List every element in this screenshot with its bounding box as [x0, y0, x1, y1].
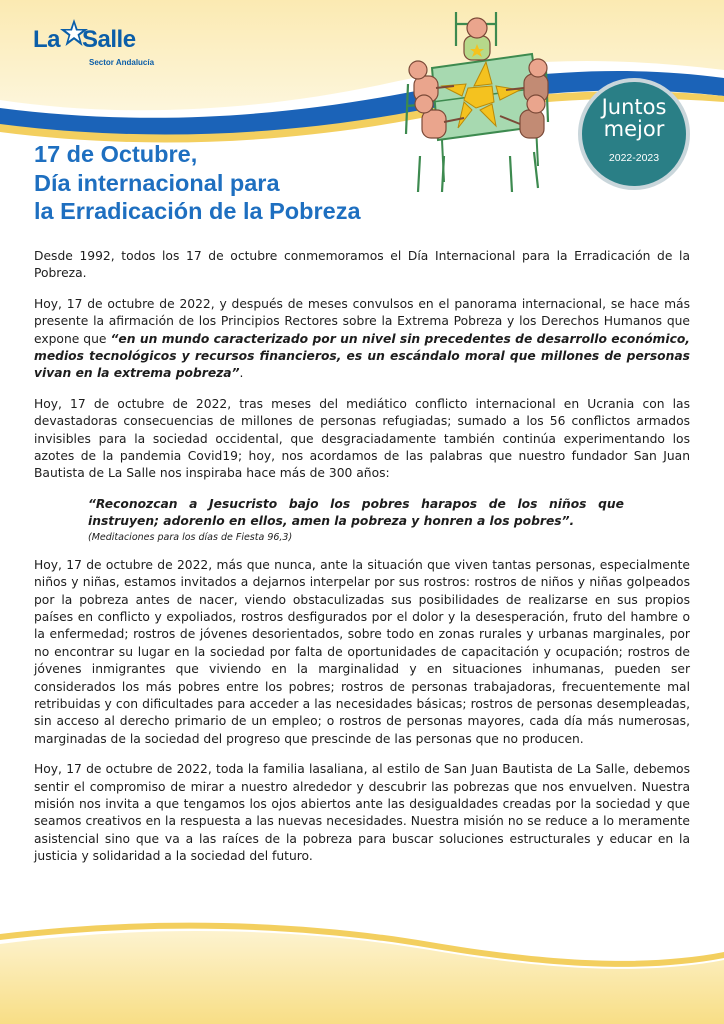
document-body — [34, 248, 690, 879]
juntos-mejor-badge — [578, 78, 690, 190]
children-table-illustration — [392, 6, 562, 196]
badge-line1: Juntos — [601, 95, 667, 119]
footer-wave-decoration — [0, 914, 724, 1024]
title-line2: Día internacional para — [34, 169, 280, 196]
paragraph-2-end: . — [239, 366, 244, 381]
logo-brand-right: Salle — [82, 26, 136, 53]
badge-year: 2022-2023 — [608, 152, 660, 164]
quote-text: “Reconozcan a Jesucristo bajo los pobres harapos de los niños que instruyen; adorenlo en ellos, amen la pobreza y honren a los pobres”. — [88, 496, 624, 529]
star-icon — [59, 18, 89, 48]
quote-source: (Meditaciones para los días de Fiesta 96,3) — [88, 531, 293, 543]
title-line1: 17 de Octubre, — [34, 141, 198, 167]
paragraph-2-quote: “en un mundo caracterizado por un nivel sin precedentes de desarrollo económico, medios tecnológicos y recursos financieros, es un escándalo moral que millones de personas vivan en la extrema pobreza” — [34, 331, 690, 381]
paragraph-4: Hoy, 17 de octubre de 2022, más que nunca, ante la situación que viven tantas personas, especialmente niños y niñas, estamos invitados a dejarnos interpelar por sus rostros: rostros de niños y niñas golpeados por la pobreza antes de nacer, viendo obstaculizadas sus posibilidades de realizarse en sus propios países en conflicto y expoliados, rostros desfigurados por el dolor y la desesperación, fruto del hambre o la enfermedad; rostros de jóvenes desorientados, sobre todo en zonas rurales y urbanas marginales, por no encontrar su lugar en la sociedad por falta de oportunidades de capacitación y ocupación; rostros de jóvenes inmigrantes que viviendo en la marginalidad y en situaciones inhumanas, pueden ser considerados los más pobres entre los pobres; rostros de personas trabajadoras, frecuentemente mal retribuidas y con dificultades para acceder a las necesidades básicas; rostros de personas desempleadas, sin acceso al derecho primario de un empleo; o rostros de personas mayores, cada día más numerosas, marginadas de la sociedad del progreso que prescinde de las personas que no producen. — [34, 557, 690, 746]
page-title — [34, 140, 361, 226]
logo-brand-left: La — [33, 26, 61, 53]
la-salle-logo — [33, 14, 155, 72]
title-line3: la Erradicación de la Pobreza — [34, 198, 361, 224]
logo-subtitle: Sector Andalucía — [89, 58, 155, 67]
paragraph-2 — [34, 296, 690, 383]
badge-line2: mejor — [603, 117, 665, 141]
paragraph-1: Desde 1992, todos los 17 de octubre conmemoramos el Día Internacional para la Erradicación de la Pobreza. — [34, 249, 690, 281]
paragraph-2-intro: Hoy, 17 de octubre de 2022, y después de meses convulsos en el panorama internacional, se hace más presente la afirmación de los Principios Rectores sobre la Extrema Pobreza y los Derechos Humanos que expone que — [34, 296, 690, 346]
paragraph-3: Hoy, 17 de octubre de 2022, tras meses del mediático conflicto internacional en Ucrania con las devastadoras consecuencias de millones de personas refugiadas; sumado a los 56 conflictos armados invisibles para la sociedad occidental, que desgraciadamente también continúa experimentando los azotes de la pandemia Covid19; hoy, nos acordamos de las palabras que nuestro fundador San Juan Bautista de La Salle nos inspiraba hace más de 300 años: — [34, 396, 690, 481]
paragraph-5: Hoy, 17 de octubre de 2022, toda la familia lasaliana, al estilo de San Juan Bautista de La Salle, debemos sentir el compromiso de mirar a nuestro alrededor y descubrir las pobrezas que nos envuelven. Nuestra misión nos invita a que tengamos los ojos abiertos ante las desigualdades creadas por la sociedad y que seamos creativos en la respuesta a las nuevas necesidades. Nuestra misión no se reduce a lo meramente asistencial sino que va a las raíces de la pobreza para buscar soluciones estructurales y educar en la justicia y solidaridad a la sociedad del futuro. — [34, 762, 690, 864]
founder-quote — [34, 496, 690, 545]
